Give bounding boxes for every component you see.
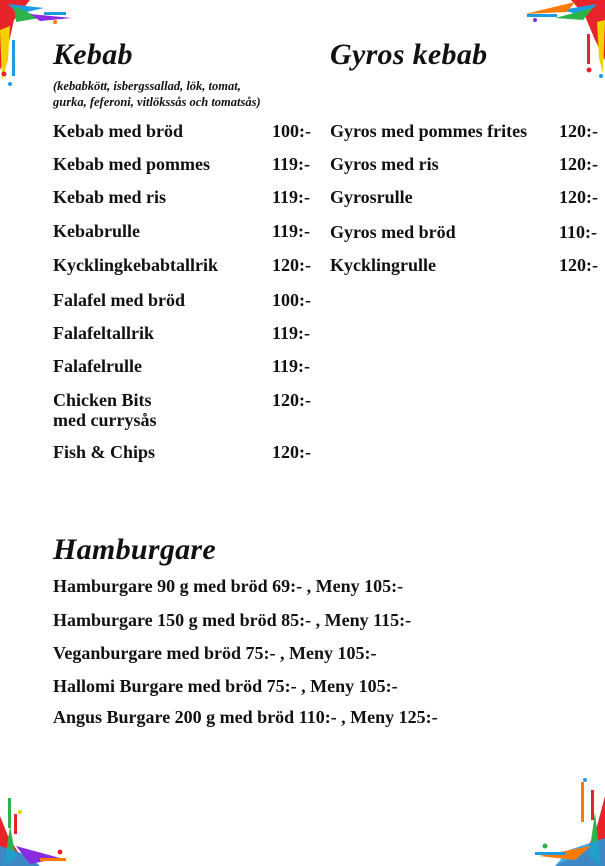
item-label: Falafeltallrik [53,323,154,343]
item-label: Fish & Chips [53,442,156,462]
item-label: Kycklingkebabtallrik [53,255,219,275]
item-label-line-2: med currysås [53,410,157,430]
item-label: Kebab med ris [53,187,167,207]
item-price: 119:- [272,356,310,376]
item-price: 110:- [559,222,597,242]
item-label: Gyros med pommes frites [330,121,528,141]
item-label: Chicken Bits [53,390,152,410]
paint-splash-bottom-left-icon [0,786,80,866]
gyros-section-title: Gyros kebab [330,38,488,71]
item-price: 119:- [272,154,310,174]
burger-line-hamburgare-90g: Hamburgare 90 g med bröd 69:- , Meny 105:- [53,576,404,596]
item-price: 120:- [559,187,598,207]
item-label: Kebab med pommes [53,154,210,174]
burger-line-hamburgare-150g: Hamburgare 150 g med bröd 85:- , Meny 115:- [53,610,412,630]
item-label: Gyros med ris [330,154,439,174]
burger-line-veganburgare: Veganburgare med bröd 75:- , Meny 105:- [53,643,377,663]
item-label: Falafelrulle [53,356,142,376]
paint-splash-top-right-icon [515,0,605,80]
item-price: 119:- [272,221,310,241]
item-price: 120:- [272,390,311,410]
item-price: 120:- [559,121,598,141]
item-label: Kycklingrulle [330,255,437,275]
item-price: 120:- [559,154,598,174]
item-price: 100:- [272,290,311,310]
kebab-section-title: Kebab [53,38,133,71]
burger-line-angus-burgare: Angus Burgare 200 g med bröd 110:- , Meny 125:- [53,707,438,727]
item-label: Gyros med bröd [330,222,456,242]
item-price: 119:- [272,323,310,343]
item-label: Falafel med bröd [53,290,185,310]
item-price: 119:- [272,187,310,207]
item-label: Kebab med bröd [53,121,184,141]
burger-line-hallomi-burgare: Hallomi Burgare med bröd 75:- , Meny 105:- [53,676,398,696]
item-price: 120:- [559,255,598,275]
item-label: Kebabrulle [53,221,141,241]
kebab-ingredients-line-1: (kebabkött, isbergssallad, lök, tomat, [53,79,241,93]
item-price: 120:- [272,442,311,462]
item-price: 100:- [272,121,311,141]
hamburgare-section-title: Hamburgare [53,533,217,566]
item-price: 120:- [272,255,311,275]
paint-splash-bottom-right-icon [525,776,605,866]
kebab-ingredients-line-2: gurka, feferoni, vitlökssås och tomatsås) [53,95,261,109]
item-label: Gyrosrulle [330,187,413,207]
